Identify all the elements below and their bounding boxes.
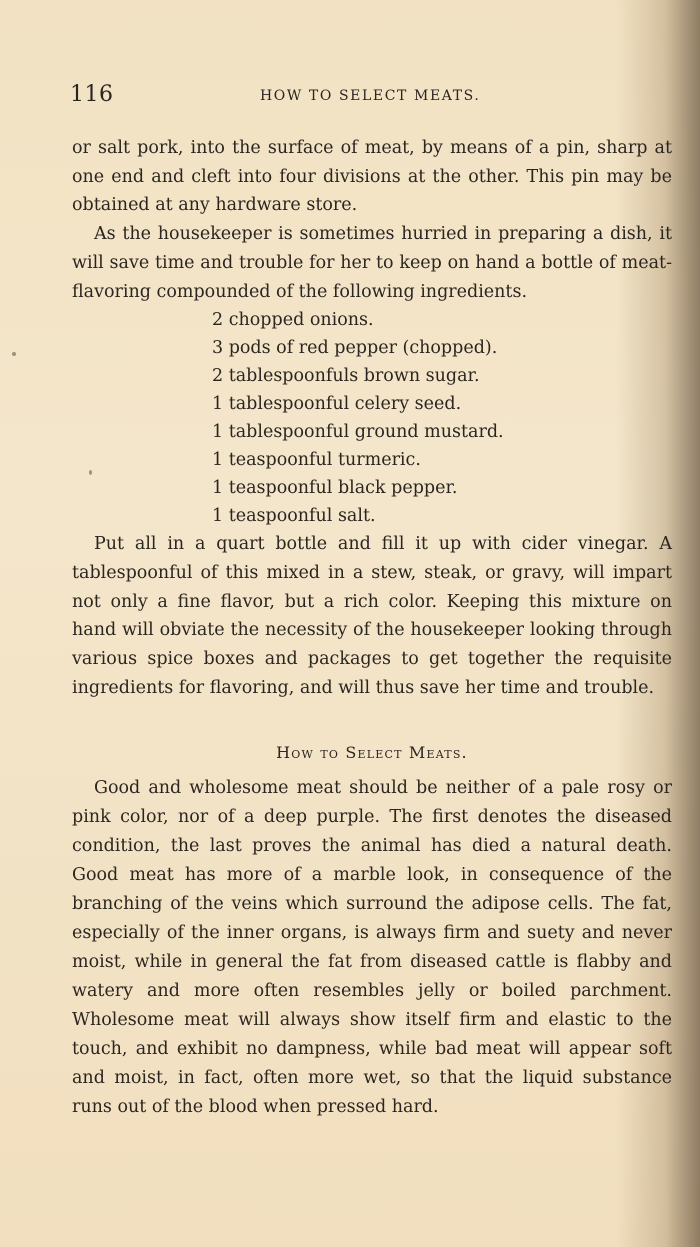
paragraph-flavoring-intro: As the housekeeper is sometimes hurried in preparing a dish, it will save time and trouble for her to keep on hand a bottle of meat-flavoring compounded of the following ingredients.	[72, 224, 672, 302]
ingredient-item: 2 chopped onions.	[212, 310, 374, 331]
section-heading: How to Select Meats.	[276, 743, 468, 763]
ingredient-item: 1 teaspoonful salt.	[212, 506, 376, 527]
paragraph-continuation: or salt pork, into the surface of meat, by means of a pin, sharp at one end and cleft into four divisions at the other. This pin may be obtained at any hardware store.	[72, 138, 672, 216]
ingredient-item: 1 teaspoonful turmeric.	[212, 450, 421, 471]
ingredient-list	[72, 306, 672, 530]
ingredient-item: 1 tablespoonful ground mustard.	[212, 422, 504, 443]
running-head-title: HOW TO SELECT MEATS.	[260, 88, 481, 104]
page-number: 116	[70, 82, 114, 107]
ink-speck	[89, 470, 92, 475]
ingredient-item: 1 tablespoonful celery seed.	[212, 394, 462, 415]
paragraph-select-meats: Good and wholesome meat should be neither of a pale rosy or pink color, nor of a deep purple. The first denotes the diseased condition, the last proves the animal has died a natural death. Good meat has more of a marble look, in consequence of the branching of the veins which surround the adipose cells. The fat, especially of the inner organs, is always firm and suety and never moist, while in general the fat from diseased cattle is flabby and watery and more often resembles jelly or boiled parchment. Wholesome meat will always show itself firm and elastic to the touch, and exhibit no dampness, while bad meat will appear soft and moist, in fact, often more wet, so that the liquid substance runs out of the blood when pressed hard.	[72, 778, 672, 1118]
paragraph-flavoring-directions: Put all in a quart bottle and fill it up with cider vinegar. A tablespoonful of this mixed in a stew, steak, or gravy, will impart not only a fine flavor, but a rich color. Keeping this mixture on hand will obviate the necessity of the housekeeper looking through various spice boxes and packages to get together the requisite ingredients for flavoring, and will thus save her time and trouble.	[72, 534, 672, 698]
ink-speck	[12, 352, 16, 356]
running-head	[70, 82, 640, 112]
ingredient-item: 3 pods of red pepper (chopped).	[212, 338, 498, 359]
ingredient-item: 2 tablespoonfuls brown sugar.	[212, 366, 480, 387]
section-body	[72, 774, 672, 1122]
ingredient-item: 1 teaspoonful black pepper.	[212, 478, 458, 499]
page-body	[72, 134, 672, 1122]
